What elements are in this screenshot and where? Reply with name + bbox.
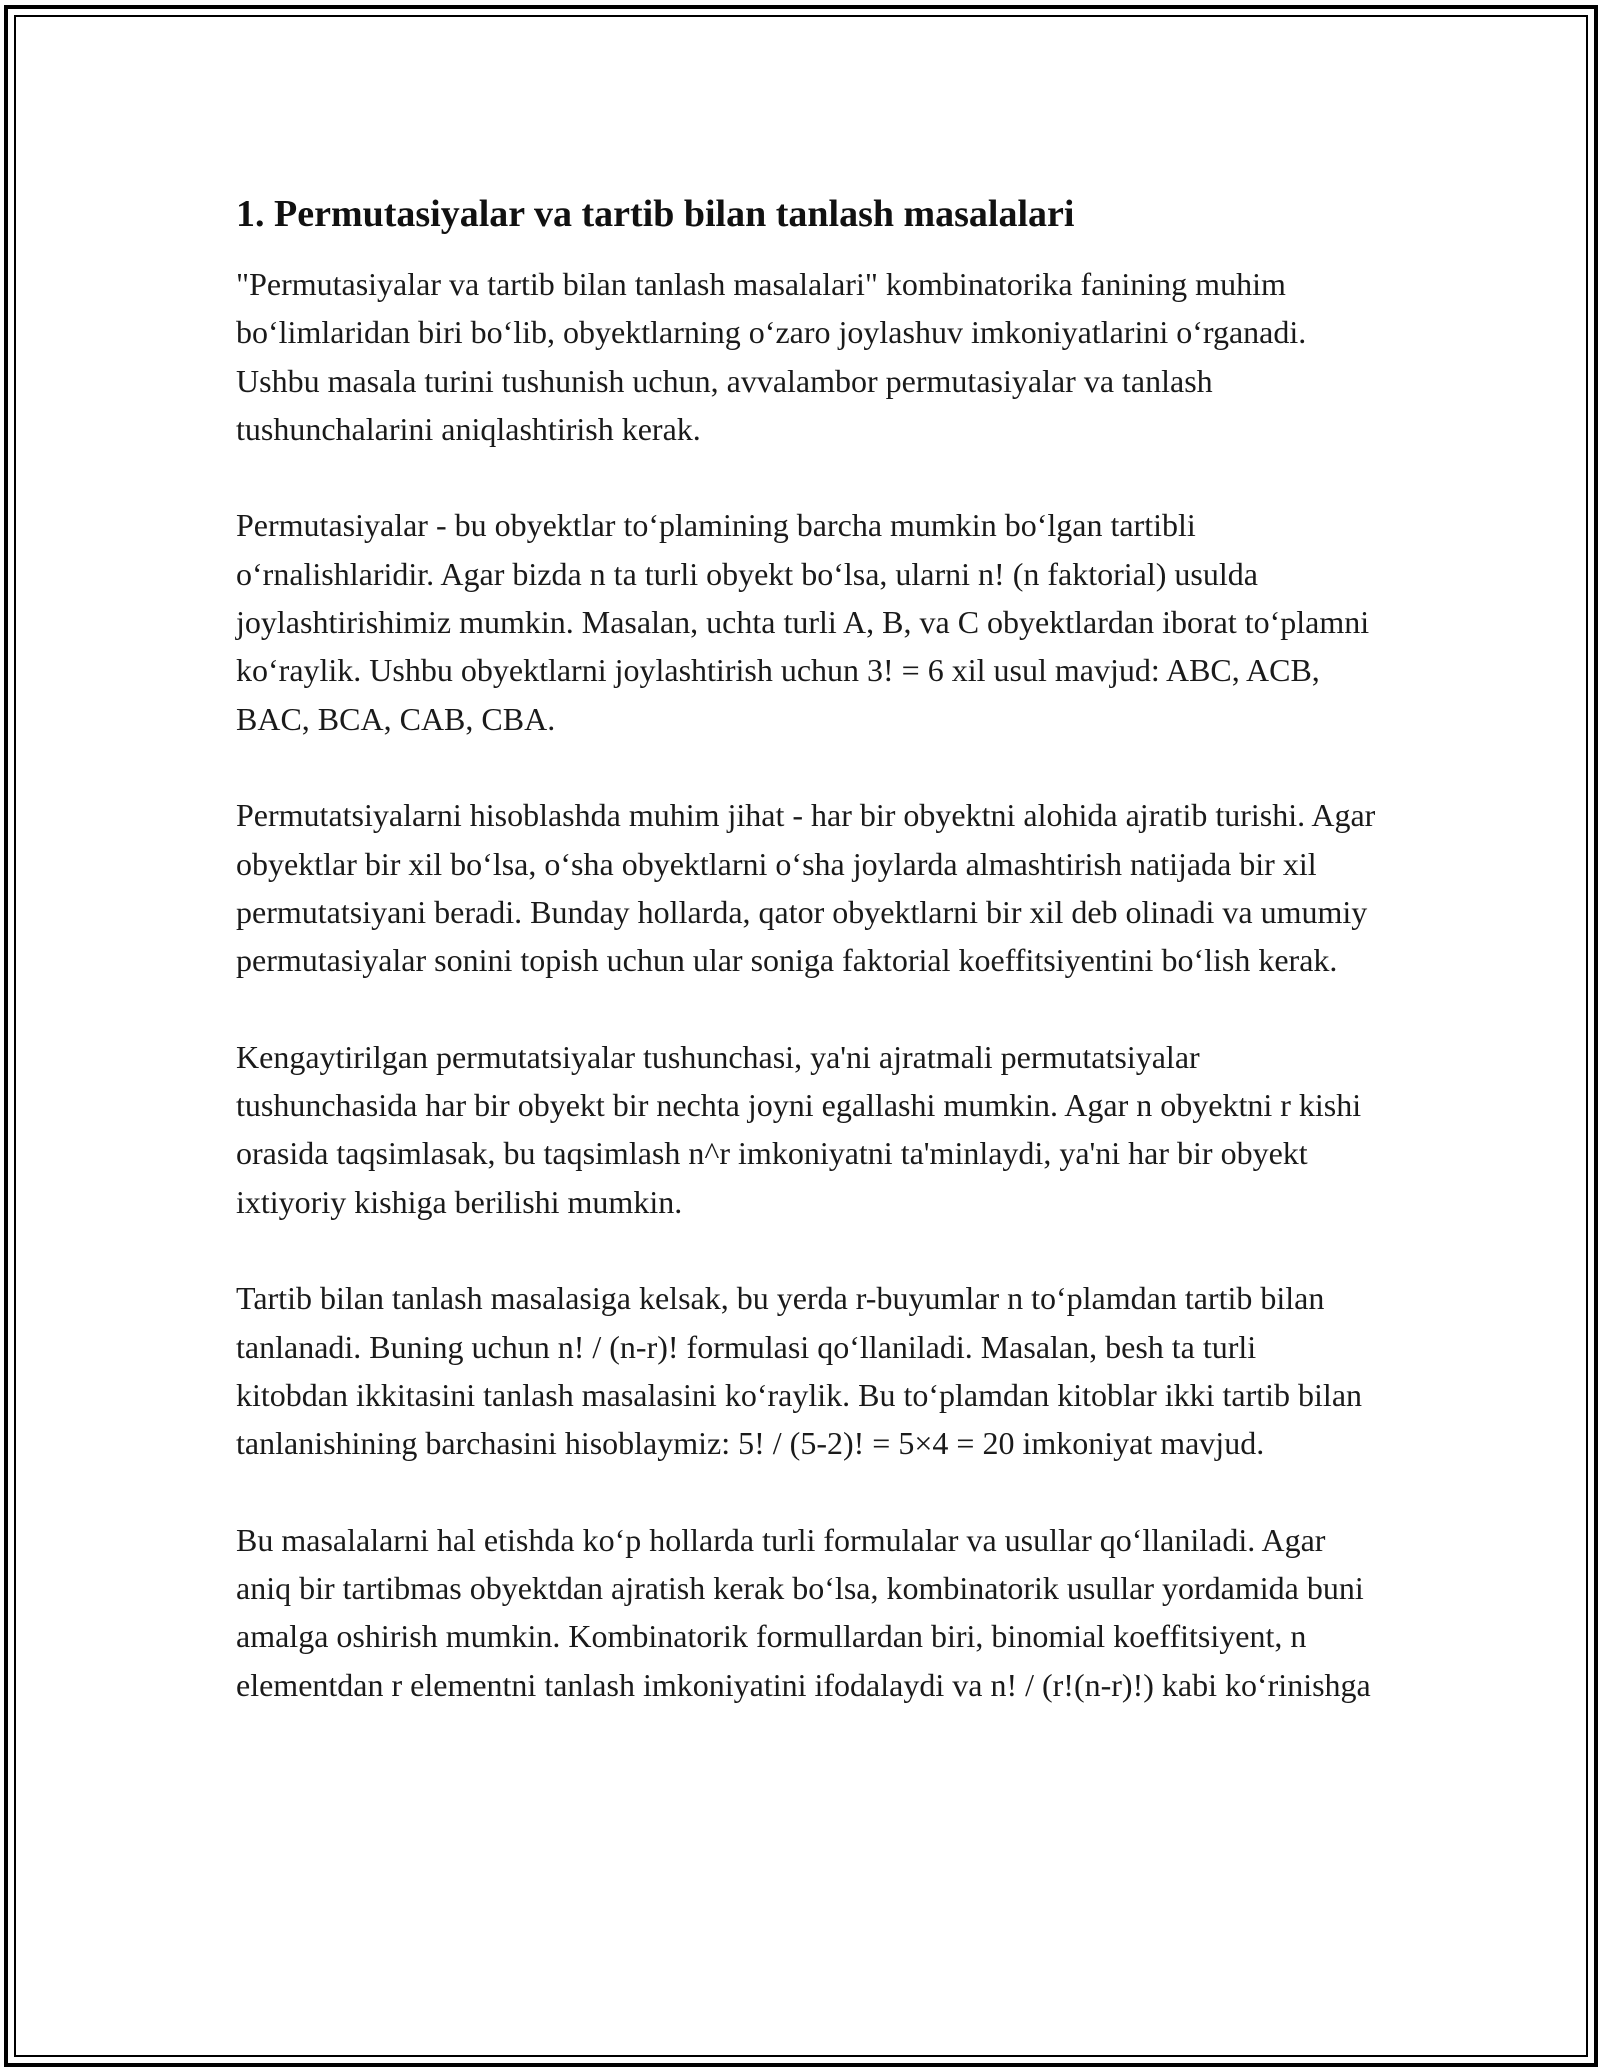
paragraph-ordered-selection: Tartib bilan tanlash masalasiga kelsak, bu yerda r-buyumlar n to‘plamdan tartib bilan tanlanadi. Buning uchun n! / (n-r)! formulasi qo‘llaniladi. Masalan, besh ta turli kitobdan ikkitasini tanlash masalasini ko‘raylik. Bu to‘plamdan kitoblar ikki tartib bilan tanlanishining barchasini hisoblaymiz: 5! / (5-2)! = 5×4 = 20 imkoniyat mavjud. [236,1280,1363,1462]
paragraph-intro: "Permutasiyalar va tartib bilan tanlash masalalari" kombinatorika fanining muhim bo‘limlaridan biri bo‘lib, obyektlarning o‘zaro joylashuv imkoniyatlarini o‘rganadi. Ushbu masala turini tushunish uchun, avvalambor permutasiyalar va tanlash tushunchalarini aniqlashtirish kerak. [236,266,1307,447]
paragraph-extended-permutations: Kengaytirilgan permutatsiyalar tushunchasi, ya'ni ajratmali permutatsiyalar tushunchasida har bir obyekt bir nechta joyni egallashi mumkin. Agar n obyektni r kishi orasida taqsimlasak, bu taqsimlash n^r imkoniyatni ta'minlaydi, ya'ni har bir obyekt ixtiyoriy kishiga berilishi mumkin. [236,1038,1362,1220]
paragraph-permutations-definition: Permutasiyalar - bu obyektlar to‘plamining barcha mumkin bo‘lgan tartibli o‘rnalishlaridir. Agar bizda n ta turli obyekt bo‘lsa, ularni n! (n faktorial) usulda joylashtirishimiz mumkin. Masalan, uchta turli A, B, va C obyektlardan iborat to‘plamni ko‘raylik. Ushbu obyektlarni joylashtirish uchun 3! = 6 xil usul mavjud: ABC, ACB, BAC, BCA, CAB, CBA. [236,507,1370,737]
document-body [236,188,1376,1709]
paragraph-binomial-coefficient: Bu masalalarni hal etishda ko‘p hollarda turli formulalar va usullar qo‘llaniladi. Agar aniq bir tartibmas obyektdan ajratish kerak bo‘lsa, kombinatorik usullar yordamida buni amalga oshirish mumkin. Kombinatorik formullardan biri, binomial koeffitsiyent, n elementdan r elementni tanlash imkoniyatini ifodalaydi va n! / (r!(n-r)!) kabi ko‘rinishga [236,1521,1371,1703]
paragraph-identical-objects: Permutatsiyalarni hisoblashda muhim jihat - har bir obyektni alohida ajratib turishi. Agar obyektlar bir xil bo‘lsa, o‘sha obyektlarni o‘sha joylarda almashtirish natijada bir xil permutatsiyani beradi. Bunday hollarda, qator obyektlarni bir xil deb olinadi va umumiy permutasiyalar sonini topish uchun ular soniga faktorial koeffitsiyentini bo‘lish kerak. [236,797,1376,979]
section-heading: 1. Permutasiyalar va tartib bilan tanlash masalalari [236,193,1075,235]
